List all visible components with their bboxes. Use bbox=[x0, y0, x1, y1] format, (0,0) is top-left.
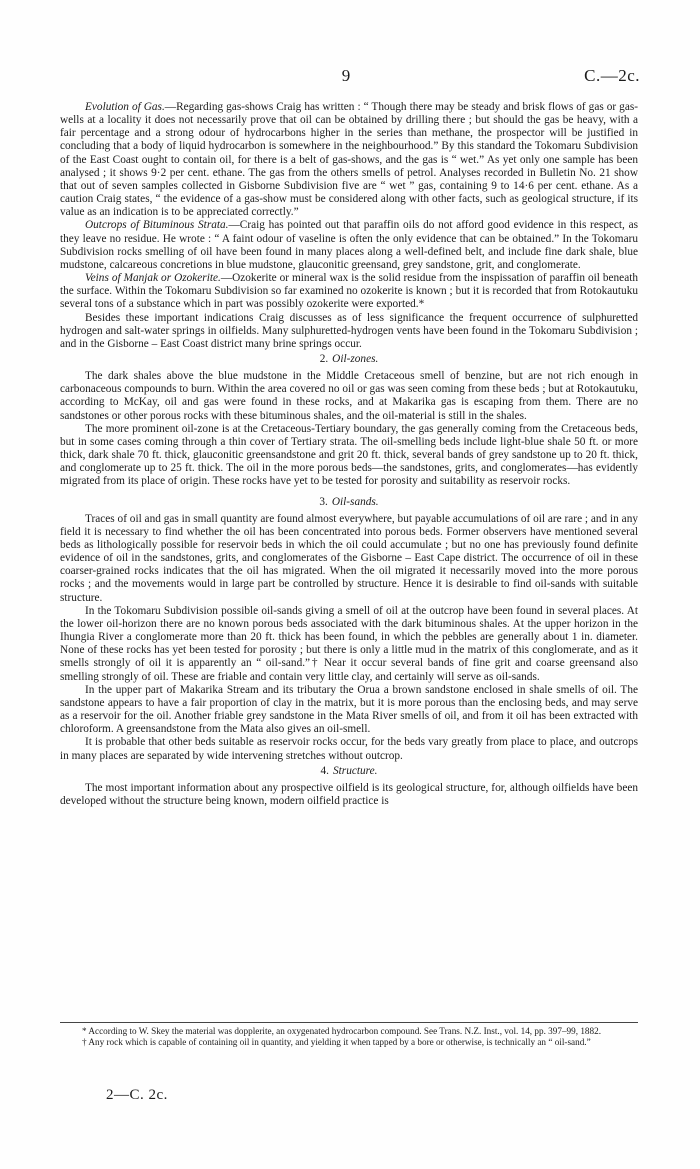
paragraph-text: —Ozokerite or mineral wax is the solid residue from the inspissation of paraffin oil beneath the surface. Within the Tokomaru Subdivision so far examined no ozokerite is known ; but it is recorded that from Rotokautuku several tons of a substance which in part was possibly ozokerite were exported.* bbox=[60, 272, 638, 311]
paragraph-evolution-of-gas bbox=[60, 101, 638, 219]
paragraph-oil-zone: The more prominent oil-zone is at the Cretaceous-Tertiary boundary, the gas generally coming from the Cretaceous beds, but in some cases coming through a thin cover of Tertiary strata. The oil-smelling beds include light-blue shale 50 ft. or more thick, dark shale 70 ft. thick, glauconitic greensandstone and grit 20 ft. thick, several bands of grey sandstone up to 20 ft. thick, and conglomerate up to 25 ft. thick. The oil in the more porous beds—the sandstones, grits, and conglomerates—has evidently migrated from its place of origin. These rocks have yet to be tested for porosity and suitability as reservoir rocks. bbox=[60, 422, 638, 488]
paragraph-lead: Veins of Manjak or Ozokerite. bbox=[85, 272, 221, 285]
section-title: Oil-sands. bbox=[331, 495, 379, 508]
section-title: Oil-zones. bbox=[332, 352, 379, 365]
section-heading-oil-sands bbox=[60, 496, 638, 509]
section-number: 3. bbox=[319, 495, 328, 508]
paragraph-other-indications: Besides these important indications Craig discusses as of less significance the frequent occurrence of sulphuretted hydrogen and salt-water springs in oilfields. Many sulphuretted-hydrogen vents have been found in the Tokomaru Subdivision ; and in the Gisborne – East Coast district many brine springs occur. bbox=[60, 311, 638, 350]
section-title: Structure. bbox=[333, 764, 378, 777]
paragraph-traces-of-oil: Traces of oil and gas in small quantity are found almost everywhere, but payable accumulations of oil are rare ; and in any field it is necessary to find whether the oil has been concentrated into porous beds. Former observers have mentioned several beds as lithologically possible for reservoir beds in which the oil could accumulate ; but no one has previously found definite evidence of oil in the sandstones, grits, and conglomerates of the Gisborne – East Cape district. The occurrence of oil in these coarser-grained rocks indicates that the oil has migrated. When the oil migrated it necessarily moved into the more porous rocks ; and the movements would in large part be controlled by structure. Hence it is desirable to find oil-sands with suitable structure. bbox=[60, 512, 638, 604]
body-text bbox=[60, 101, 638, 808]
paragraph-outcrops bbox=[60, 219, 638, 272]
footnotes bbox=[60, 1022, 638, 1048]
section-number: 2. bbox=[319, 352, 329, 365]
paragraph-structure: The most important information about any prospective oilfield is its geological structure, for, although oilfields have been developed without the structure being known, modern oilfield practice is bbox=[60, 781, 638, 807]
paragraph-reservoir-rocks: It is probable that other beds suitable as reservoir rocks occur, for the beds vary greatly from place to place, and outcrops in many places are separated by wide intervening stretches without outcrop. bbox=[60, 736, 638, 762]
section-heading-structure bbox=[60, 765, 638, 778]
section-number: 4. bbox=[320, 764, 330, 777]
document-reference: C.—2c. bbox=[584, 66, 640, 85]
paragraph-tokomaru-oil-sands: In the Tokomaru Subdivision possible oil-sands giving a smell of oil at the outcrop have been found in several places. At the lower oil-horizon there are no known porous beds associated with the dark bituminous shales. At the upper horizon in the Ihungia River a conglomerate more than 20 ft. thick has been found, in which the pebbles are generally about 1 in. diameter. None of these rocks has yet been tested for porosity ; but there is only a little mud in the matrix of this conglomerate, and as it smells strongly of oil it is apparently an “ oil-sand.”† Near it occur several bands of fine grit and coarse greensand also smelling strongly of oil. These are friable and contain very little clay, and certainly will serve as oil-sands. bbox=[60, 604, 638, 683]
paragraph-lead: Outcrops of Bituminous Strata. bbox=[85, 219, 229, 232]
paragraph-makarika-stream: In the upper part of Makarika Stream and its tributary the Orua a brown sandstone enclosed in shale smells of oil. The sandstone appears to have a fair proportion of clay in the matrix, but it is more porous than the enclosing beds, and may serve as a reservoir for the oil. Another friable grey sandstone in the Mata River smells of oil, and from it oil has been extracted with chloroform. A greensandstone from the Mata also gives an oil-smell. bbox=[60, 683, 638, 736]
paragraph-text: —Craig has pointed out that paraffin oils do not afford good evidence in this respect, as they leave no residue. He wrote : “ A faint odour of vaseline is often the only evidence that can be obtained.” In the Tokomaru Subdivision rocks smelling of oil have been found in many places along a well-defined belt, and include fine dark shale, blue mudstone, calcareous concretions in blue mudstone, glauconitic greensand, grey sandstone, grit, and conglomerate. bbox=[60, 219, 638, 271]
paragraph-veins-ozokerite bbox=[60, 272, 638, 311]
footnote-dopplerite: * According to W. Skey the material was dopplerite, an oxygenated hydrocarbon compound. See Trans. N.Z. Inst., vol. 14, pp. 397–99, 1882. bbox=[82, 1026, 602, 1036]
page-number: 9 bbox=[341, 66, 351, 85]
section-heading-oil-zones bbox=[60, 353, 638, 366]
footnote-oil-sand: † Any rock which is capable of containing oil in quantity, and yielding it when tapped by a bore or otherwise, is technically an “ oil-sand.” bbox=[82, 1037, 591, 1047]
paragraph-lead: Evolution of Gas. bbox=[85, 101, 165, 113]
sheet-signature: 2—C. 2c. bbox=[106, 1087, 168, 1103]
paragraph-dark-shales: The dark shales above the blue mudstone in the Middle Cretaceous smell of benzine, but are not rich enough in carbonaceous compounds to burn. Within the area covered no oil or gas was seen coming from these beds ; but at Rotokautuku, according to McKay, oil and gas were found in these rocks, and at Makarika gas is escaping from them. There are no sandstones or other porous rocks with these bituminous shales, and the oil-material is still in the shales. bbox=[60, 370, 638, 422]
paragraph-text: —Regarding gas-shows Craig has written : “ Though there may be steady and brisk flows of gas or gas-wells at a locality it does not necessarily prove that oil can be obtained by drilling there ; but should the gas be heavy, with a fair percentage and a strong odour of hydrocarbons higher in the series than methane, the prospector will be justified in concluding that a body of liquid hydrocarbon is somewhere in the neighbourhood.” By this standard the Tokomaru Subdivision of the East Coast ought to contain oil, for there is a belt of gas-shows, and the gas is “ wet.” As yet only one sample has been analysed ; it shows 9·2 per cent. ethane. The gas from the others smells of petrol. Analyses recorded in Bulletin No. 21 show that out of seven samples collected in Gisborne Subdivision five are “ wet ” gas, containing 9 to 14·6 per cent. ethane. As a caution Craig states, “ the evidence of a gas-show must be considered along with other facts, such as geological structure, if its value as an indication is to be appreciated correctly.” bbox=[60, 101, 639, 219]
